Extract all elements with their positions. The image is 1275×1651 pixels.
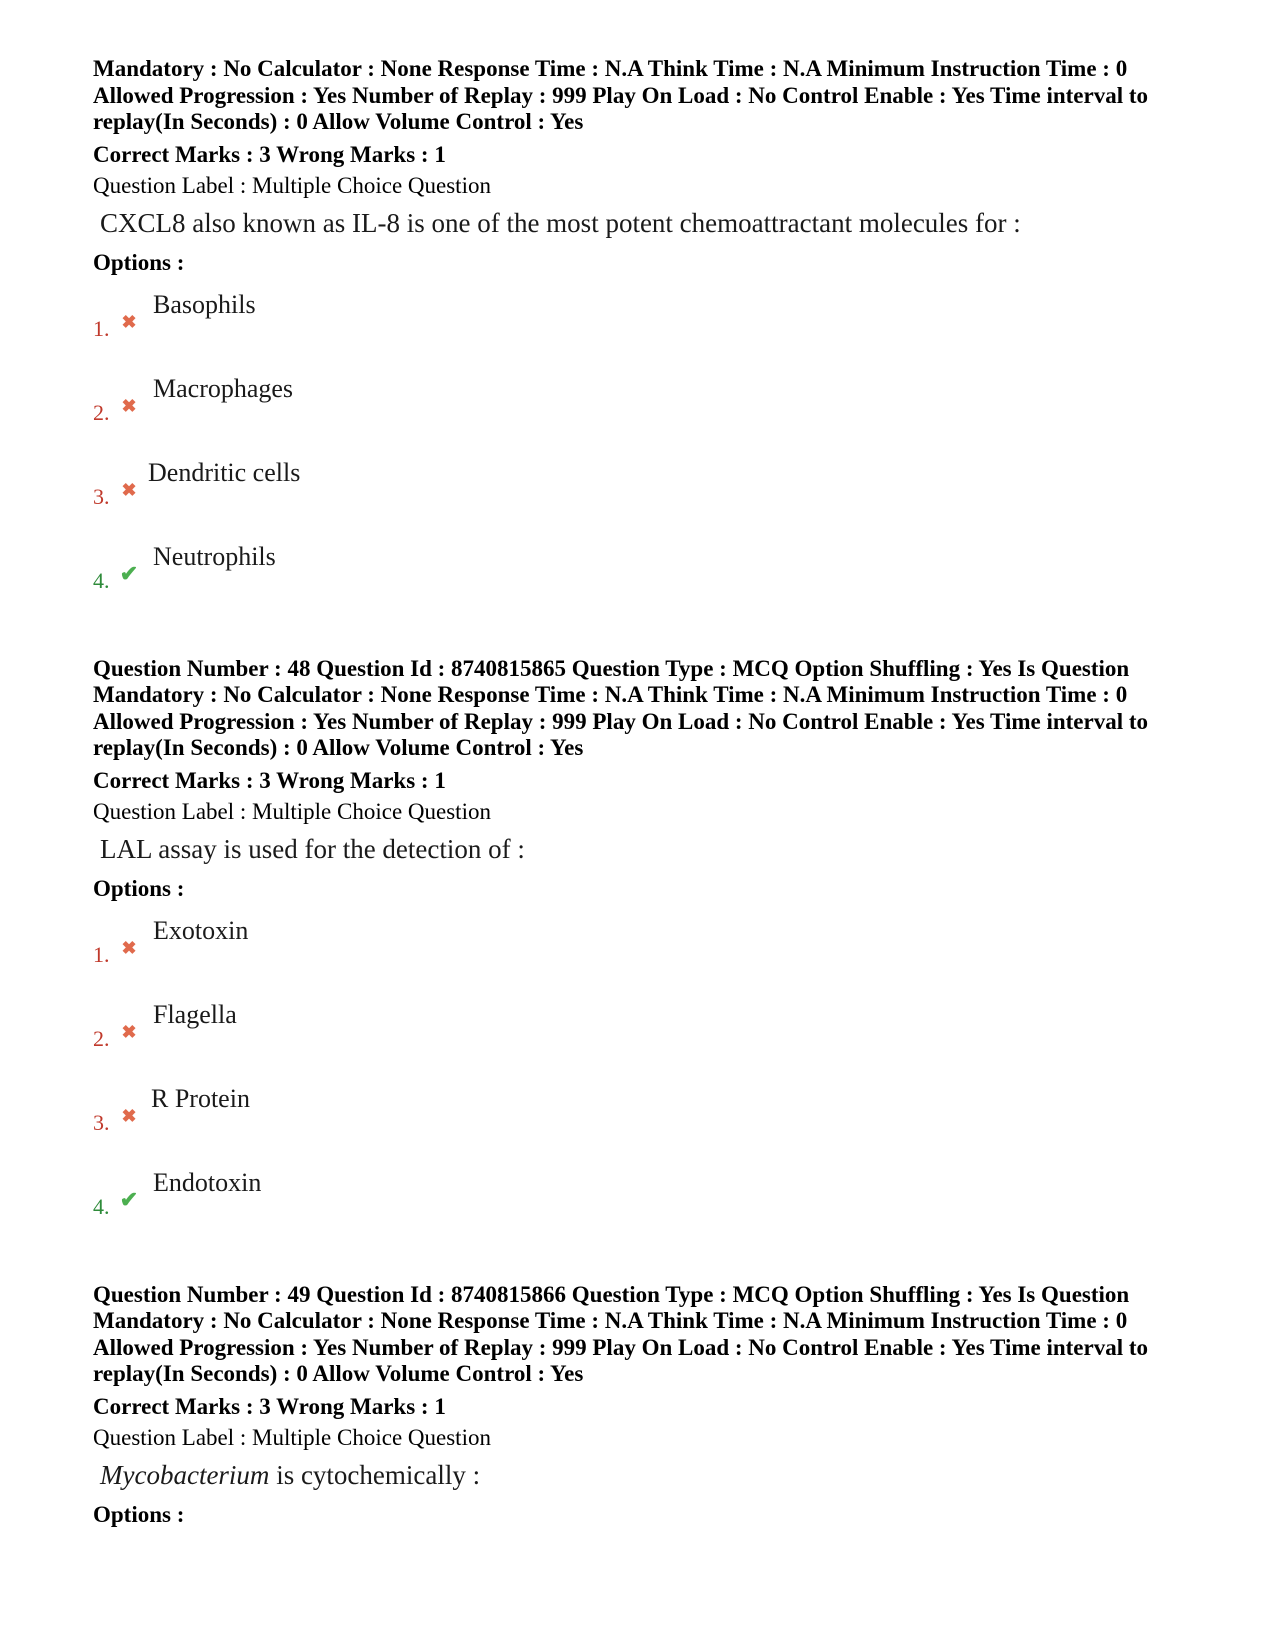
option-text: Dendritic cells [148, 457, 301, 487]
cross-icon: ✖ [121, 311, 137, 332]
option-text: Exotoxin [153, 915, 249, 945]
question-text-rest: is cytochemically : [269, 1459, 481, 1490]
question-label: Question Label : Multiple Choice Question [93, 1424, 491, 1450]
question-text: CXCL8 also known as IL-8 is one of the most potent chemoattractant molecules for : [100, 207, 1021, 238]
cross-icon: ✖ [121, 479, 137, 500]
option-text: Macrophages [153, 373, 294, 403]
question-paper-page [93, 56, 1193, 1528]
option-number: 4. [93, 567, 110, 593]
question-label: Question Label : Multiple Choice Question [93, 798, 491, 824]
cross-icon: ✖ [121, 1021, 137, 1042]
option-text: Flagella [153, 999, 237, 1029]
option-item [93, 290, 1193, 374]
question-text: LAL assay is used for the detection of : [100, 833, 525, 864]
question-marks: Correct Marks : 3 Wrong Marks : 1 [93, 767, 446, 793]
option-item [93, 1000, 1193, 1084]
option-text: Neutrophils [153, 541, 276, 571]
option-number: 2. [93, 1025, 110, 1051]
option-text: R Protein [151, 1083, 250, 1113]
option-number: 2. [93, 399, 110, 425]
question-meta-line: replay(In Seconds) : 0 Allow Volume Control : Yes [93, 109, 584, 134]
question-meta-line: Question Number : 49 Question Id : 8740815866 Question Type : MCQ Option Shuffling : Yes Is Question [93, 1281, 1130, 1307]
question-meta-line: Allowed Progression : Yes Number of Replay : 999 Play On Load : No Control Enable : Yes Time interval to [93, 82, 1149, 108]
question-meta-line: replay(In Seconds) : 0 Allow Volume Control : Yes [93, 1361, 584, 1386]
option-item [93, 1084, 1193, 1168]
question-marks: Correct Marks : 3 Wrong Marks : 1 [93, 1393, 446, 1419]
cross-icon: ✖ [121, 1105, 137, 1126]
question-text [93, 1458, 1193, 1492]
options-heading: Options : [93, 1501, 185, 1527]
cross-icon: ✖ [121, 937, 137, 958]
option-item [93, 542, 1193, 626]
question-47 [93, 56, 1193, 626]
question-meta-line: replay(In Seconds) : 0 Allow Volume Control : Yes [93, 735, 584, 760]
option-item [93, 1168, 1193, 1252]
question-meta-line: Allowed Progression : Yes Number of Replay : 999 Play On Load : No Control Enable : Yes Time interval to [93, 1334, 1149, 1360]
question-meta-line: Mandatory : No Calculator : None Response Time : N.A Think Time : N.A Minimum Instruction Time : 0 [93, 682, 1128, 707]
question-marks: Correct Marks : 3 Wrong Marks : 1 [93, 141, 446, 167]
cross-icon: ✖ [121, 395, 137, 416]
check-icon: ✔ [119, 1186, 139, 1212]
question-text-italic: Mycobacterium [100, 1459, 270, 1490]
option-number: 4. [93, 1193, 110, 1219]
option-text: Endotoxin [153, 1167, 262, 1197]
option-item [93, 458, 1193, 542]
option-number: 1. [93, 315, 110, 341]
option-item [93, 916, 1193, 1000]
question-label: Question Label : Multiple Choice Question [93, 172, 491, 198]
option-text: Basophils [153, 289, 256, 319]
option-number: 3. [93, 1109, 110, 1135]
question-meta-line: Mandatory : No Calculator : None Response Time : N.A Think Time : N.A Minimum Instruction Time : 0 [93, 1308, 1128, 1333]
question-meta-line: Question Number : 48 Question Id : 8740815865 Question Type : MCQ Option Shuffling : Yes Is Question [93, 655, 1130, 681]
options-heading: Options : [93, 249, 185, 275]
question-meta-line: Mandatory : No Calculator : None Response Time : N.A Think Time : N.A Minimum Instruction Time : 0 [93, 56, 1128, 81]
option-number: 1. [93, 941, 110, 967]
option-number: 3. [93, 483, 110, 509]
options-heading: Options : [93, 875, 185, 901]
check-icon: ✔ [119, 560, 139, 586]
question-49 [93, 1282, 1193, 1528]
option-item [93, 374, 1193, 458]
question-meta-line: Allowed Progression : Yes Number of Replay : 999 Play On Load : No Control Enable : Yes Time interval to [93, 708, 1149, 734]
question-48 [93, 656, 1193, 1252]
